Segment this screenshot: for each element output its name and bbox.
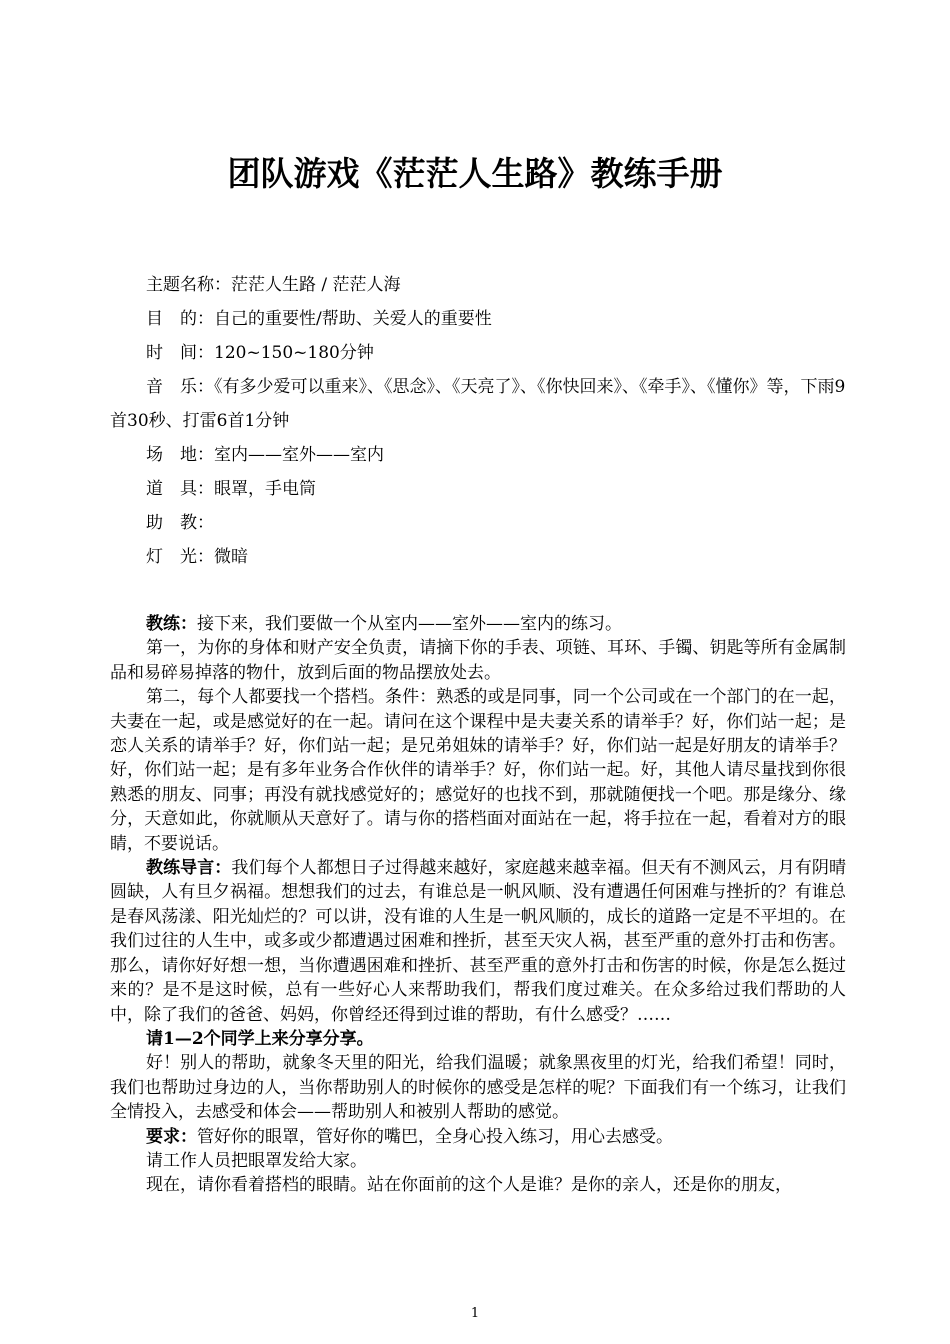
paragraph-coach-intro: [110, 612, 846, 636]
meta-purpose: 目 的：自己的重要性/帮助、关爱人的重要性: [146, 309, 492, 329]
meta-venue: 场 地：室内——室外——室内: [146, 445, 384, 465]
meta-music: 音 乐：《有多少爱可以重来》、《思念》、《天亮了》、《你快回来》、《牵手》、《懂你》等，下雨9首30秒、打雷6首1分钟: [110, 377, 846, 431]
meta-lighting: 灯 光：微暗: [146, 547, 248, 567]
page-number: 1: [470, 1306, 480, 1321]
paragraph-coach-guide: [110, 856, 846, 1027]
meta-assistant: 助 教：: [146, 513, 214, 533]
document-body: [110, 612, 846, 1198]
coach-intro-text: 接下来，我们要做一个从室内——室外——室内的练习。: [197, 614, 622, 634]
requirement-label: 要求：: [146, 1126, 197, 1147]
share-instruction: 请1—2个同学上来分享分享。: [146, 1028, 374, 1049]
paragraph-look: 现在，请你看着搭档的眼睛。站在你面前的这个人是谁？是你的亲人，还是你的朋友，: [146, 1175, 792, 1196]
requirement-text: 管好你的眼罩，管好你的嘴巴，全身心投入练习，用心去感受。: [197, 1126, 673, 1147]
document-title: 团队游戏《茫茫人生路》教练手册: [227, 154, 723, 193]
meta-time: 时 间：120~150~180分钟: [146, 343, 374, 363]
paragraph-second: 第二，每个人都要找一个搭档。条件：熟悉的或是同事，同一个公司或在一个部门的在一起，夫妻在一起，或是感觉好的在一起。请问在这个课程中是夫妻关系的请举手？好，你们站一起；是恋人关系的请举手？好，你们站一起；是兄弟姐妹的请举手？好，你们站一起是好朋友的请举手？好，你们站一起；是有多年业务合作伙伴的请举手？好，你们站一起。好，其他人请尽量找到你很熟悉的朋友、同事；再没有就找感觉好的；感觉好的也找不到，那就随便找一个吧。那是缘分、缘分，天意如此，你就顺从天意好了。请与你的搭档面对面站在一起，将手拉在一起，看着对方的眼睛，不要说话。: [110, 687, 846, 854]
coach-guide-text: 我们每个人都想日子过得越来越好，家庭越来越幸福。但天有不测风云，月有阴晴圆缺，人有旦夕祸福。想想我们的过去，有谁总是一帆风顺、没有遭遇任何困难与挫折的？有谁总是春风荡漾、阳光灿烂的？可以讲，没有谁的人生是一帆风顺的，成长的道路一定是不平坦的。在我们过往的人生中，或多或少都遭遇过困难和挫折，甚至天灾人祸，甚至严重的意外打击和伤害。那么，请你好好想一想，当你遭遇困难和挫折、甚至严重的意外打击和伤害的时候，你是怎么挺过来的？是不是这时候，总有一些好心人来帮助我们，帮我们度过难关。在众多给过我们帮助的人中，除了我们的爸爸、妈妈，你曾经还得到过谁的帮助，有什么感受？……: [110, 858, 846, 1025]
paragraph-staff: 请工作人员把眼罩发给大家。: [146, 1150, 367, 1171]
coach-guide-label: 教练导言：: [146, 858, 232, 879]
meta-theme: 主题名称：茫茫人生路 / 茫茫人海: [146, 275, 401, 295]
meta-props: 道 具：眼罩，手电筒: [146, 479, 316, 499]
paragraph-help: 好！别人的帮助，就象冬天里的阳光，给我们温暖；就象黑夜里的灯光，给我们希望！同时，我们也帮助过身边的人，当你帮助别人的时候你的感受是怎样的呢？下面我们有一个练习，让我们全情投入，去感受和体会——帮助别人和被别人帮助的感觉。: [110, 1053, 846, 1123]
coach-label: 教练：: [146, 614, 197, 634]
meta-info: [110, 268, 850, 574]
paragraph-first: 第一，为你的身体和财产安全负责，请摘下你的手表、项链、耳环、手镯、钥匙等所有金属制品和易碎易掉落的物什，放到后面的物品摆放处去。: [110, 638, 846, 683]
paragraph-requirement: [110, 1125, 846, 1149]
paragraph-share: [110, 1027, 846, 1051]
